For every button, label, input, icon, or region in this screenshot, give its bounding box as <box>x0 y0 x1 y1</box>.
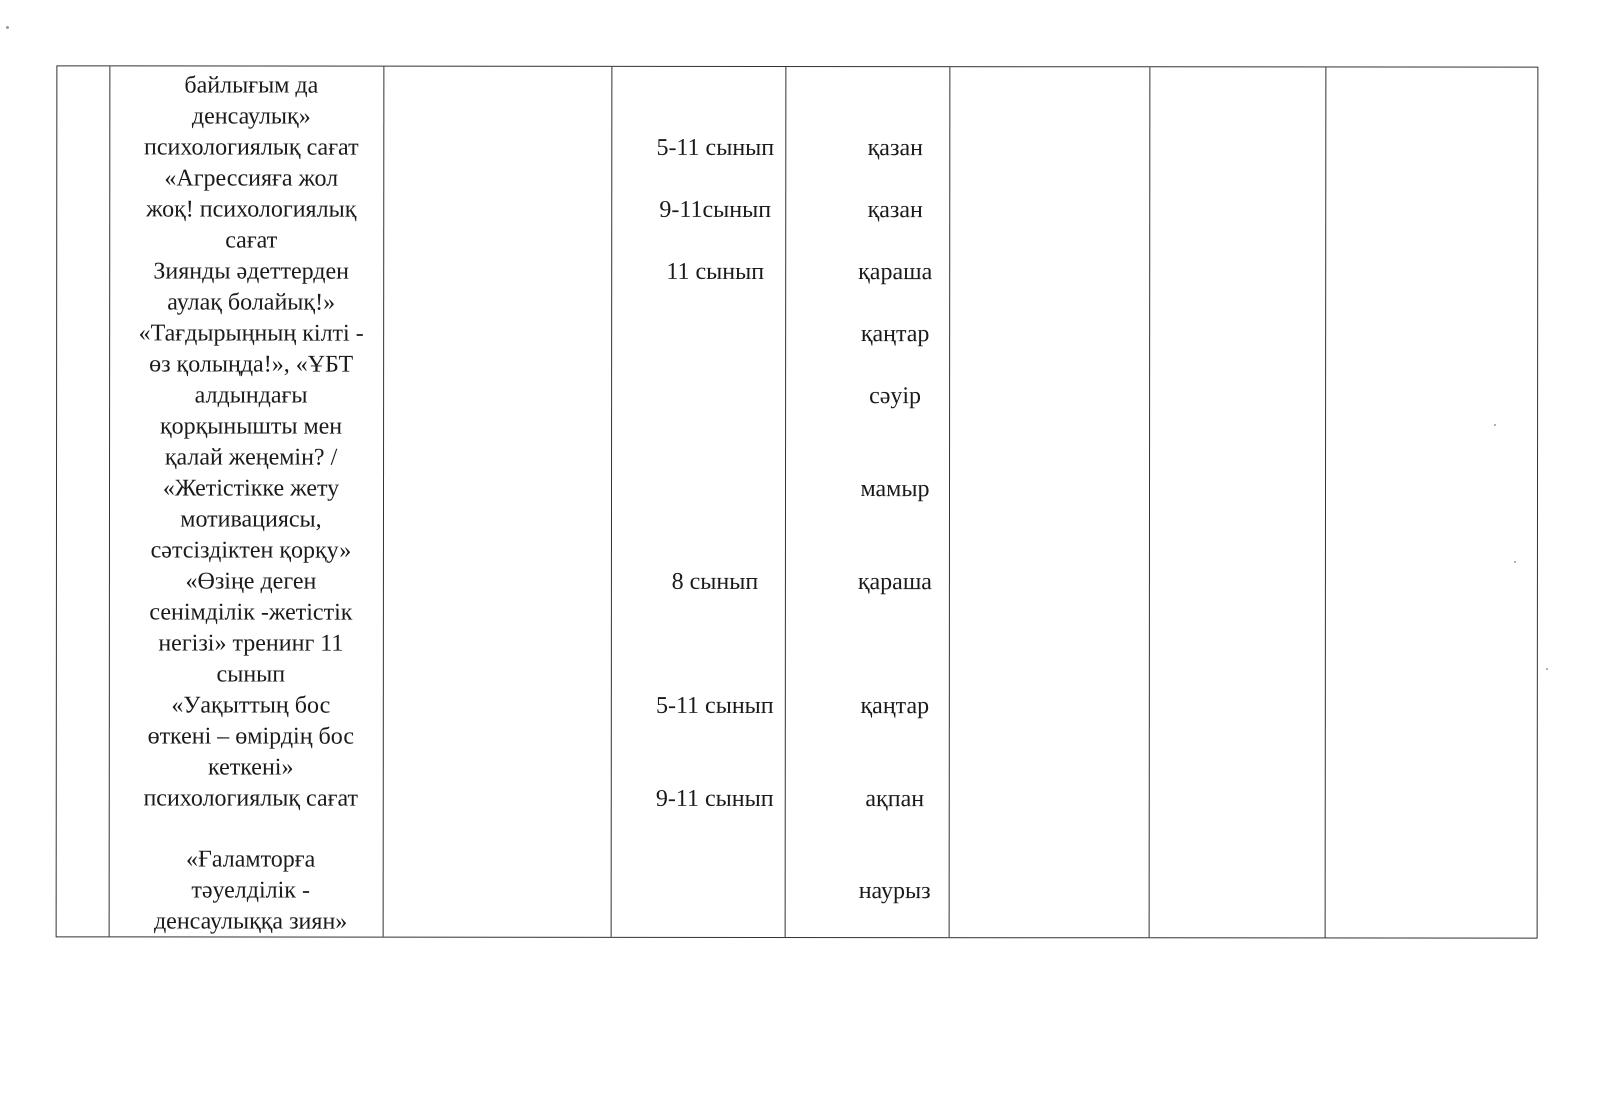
topic-line: тәуелділік - <box>191 877 310 904</box>
topic-line: байлығым да <box>184 72 319 99</box>
month-cell: қазан <box>867 135 923 162</box>
topic-line: негізі» тренинг 11 <box>158 630 344 657</box>
topic-line: Зиянды әдеттерден <box>153 258 350 285</box>
class-cell: 5-11 сынып <box>655 692 774 719</box>
topic-line: «Өзіңе деген <box>185 568 317 595</box>
month-cell: мамыр <box>860 476 930 503</box>
column-divider <box>1149 67 1151 937</box>
month-cell: наурыз <box>858 878 931 905</box>
topic-line: жоқ! психологиялық <box>146 196 357 223</box>
topic-line: психологиялық сағат <box>144 134 359 161</box>
scan-speck <box>1514 561 1516 563</box>
topic-line: аулақ болайық!» <box>167 289 336 316</box>
topic-line: сағат <box>225 227 278 254</box>
topic-line: «Тағдырыңның кілті - <box>138 320 364 347</box>
month-cell: ақпан <box>865 786 925 813</box>
topic-line: «Ғаламторға <box>186 846 316 873</box>
column-divider <box>1325 67 1327 937</box>
topic-line: мотивациясы, <box>180 506 322 533</box>
topic-line: денсаулық» <box>191 103 311 130</box>
month-cell: қазан <box>867 197 923 224</box>
column-divider <box>109 66 111 936</box>
topic-line: психологиялық сағат <box>143 785 359 812</box>
topic-line: денсаулыққа зиян» <box>153 908 348 935</box>
topic-line: қорқынышты мен <box>159 413 343 440</box>
topic-line: алдындағы <box>194 382 308 409</box>
plan-table <box>56 65 1539 938</box>
scan-speck <box>1546 668 1548 670</box>
month-cell: қараша <box>857 569 932 596</box>
topic-line: кеткені» <box>208 754 294 781</box>
topic-line: қалай жеңемін? / <box>164 444 338 471</box>
month-cell: қаңтар <box>860 321 930 348</box>
month-cell: қаңтар <box>860 693 930 720</box>
scan-speck <box>6 26 9 29</box>
topic-line: «Уақыттың бос <box>171 692 331 719</box>
topic-line: сәтсіздіктен қорқу» <box>150 537 352 564</box>
month-cell: сәуір <box>869 383 922 410</box>
class-cell: 9-11сынып <box>659 196 772 223</box>
topic-line: сенімділік -жетістік <box>149 599 353 626</box>
class-cell: 9-11 сынып <box>655 785 774 812</box>
scan-speck <box>1494 424 1496 426</box>
class-cell: 5-11 сынып <box>656 134 775 161</box>
class-cell: 8 сынып <box>671 568 759 595</box>
topic-line: өз қолыңда!», «ҰБТ <box>149 351 354 378</box>
topic-line: өткені – өмірдің бос <box>147 723 355 750</box>
class-cell: 11 сынып <box>666 258 765 285</box>
column-divider <box>611 67 613 937</box>
topic-line: «Агрессияға жол <box>164 165 339 192</box>
month-cell: қараша <box>858 259 933 286</box>
topic-line: «Жетістікке жету <box>162 475 340 502</box>
topic-line: сынып <box>216 661 286 688</box>
